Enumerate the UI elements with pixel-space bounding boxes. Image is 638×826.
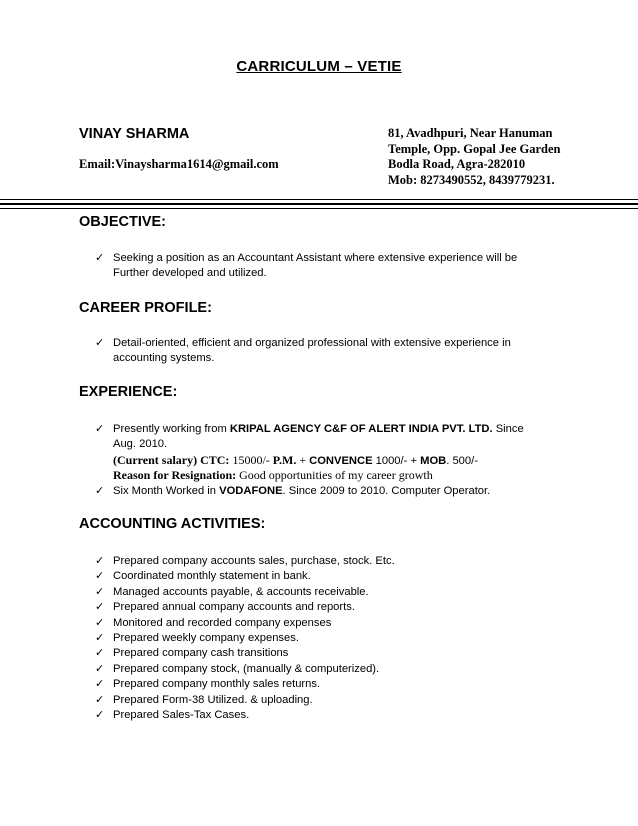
list-item-continuation: Aug. 2010. bbox=[113, 438, 168, 451]
career-profile-list bbox=[95, 336, 511, 367]
career-profile-heading: CAREER PROFILE: bbox=[79, 300, 212, 316]
checkmark-icon: ✓ bbox=[95, 555, 105, 567]
candidate-email: Email:Vinaysharma1614@gmail.com bbox=[79, 157, 279, 171]
list-item: ✓ Prepared company stock, (manually & computerized). bbox=[95, 662, 395, 677]
experience-heading: EXPERIENCE: bbox=[79, 384, 178, 400]
resignation-reason-line: Reason for Resignation: Good opportunities of my career growth bbox=[113, 468, 433, 483]
list-item: ✓ Detail-oriented, efficient and organized professional with extensive experience in bbox=[95, 336, 511, 351]
list-item: ✓ Prepared company monthly sales returns. bbox=[95, 677, 395, 692]
checkmark-icon: ✓ bbox=[95, 570, 105, 583]
list-item: ✓ Prepared weekly company expenses. bbox=[95, 631, 395, 646]
accounting-activities-list bbox=[95, 554, 395, 723]
list-item: ✓ Presently working from KRIPAL AGENCY C&F OF ALERT INDIA PVT. LTD. Since bbox=[95, 422, 524, 437]
list-item: ✓ Prepared company accounts sales, purchase, stock. Etc. bbox=[95, 554, 395, 569]
list-item: ✓ Prepared Form-38 Utilized. & uploading. bbox=[95, 693, 395, 708]
header-divider-middle bbox=[0, 203, 638, 205]
checkmark-icon: ✓ bbox=[95, 678, 105, 691]
experience-list bbox=[95, 422, 524, 499]
checkmark-icon: ✓ bbox=[95, 662, 105, 675]
company-name: KRIPAL AGENCY C&F OF ALERT INDIA PVT. LTD. bbox=[229, 423, 493, 435]
objective-list bbox=[95, 251, 517, 282]
checkmark-icon: ✓ bbox=[95, 632, 105, 645]
list-item: ✓ Monitored and recorded company expenses bbox=[95, 616, 395, 631]
checkmark-icon: ✓ bbox=[95, 616, 105, 629]
address-line: Temple, Opp. Gopal Jee Garden bbox=[388, 141, 561, 156]
checkmark-icon: ✓ bbox=[95, 585, 105, 598]
list-item: ✓ Prepared annual company accounts and reports. bbox=[95, 600, 395, 615]
document-title: CARRICULUM – VETIE bbox=[236, 58, 402, 75]
candidate-address bbox=[388, 126, 633, 188]
list-item: ✓ Seeking a position as an Accountant Assistant where extensive experience will be bbox=[95, 251, 517, 266]
list-item-continuation: Further developed and utilized. bbox=[113, 267, 267, 280]
checkmark-icon: ✓ bbox=[95, 423, 105, 435]
list-item: ✓ Prepared Sales-Tax Cases. bbox=[95, 708, 395, 723]
checkmark-icon: ✓ bbox=[95, 337, 105, 349]
salary-line: (Current salary) CTC: 15000/- P.M. + CONVENCE 1000/- + MOB. 500/- bbox=[113, 452, 478, 467]
header-divider-top bbox=[0, 199, 638, 200]
accounting-activities-heading: ACCOUNTING ACTIVITIES: bbox=[79, 516, 266, 532]
list-item: ✓ Coordinated monthly statement in bank. bbox=[95, 569, 395, 584]
checkmark-icon: ✓ bbox=[95, 484, 105, 497]
candidate-name: VINAY SHARMA bbox=[79, 126, 190, 142]
objective-heading: OBJECTIVE: bbox=[79, 214, 167, 230]
list-item: ✓ Managed accounts payable, & accounts receivable. bbox=[95, 585, 395, 600]
address-line: Mob: 8273490552, 8439779231. bbox=[388, 172, 555, 187]
checkmark-icon: ✓ bbox=[95, 647, 105, 660]
company-name: VODAFONE bbox=[219, 484, 283, 497]
address-line: 81, Avadhpuri, Near Hanuman bbox=[388, 126, 553, 140]
list-item-continuation: accounting systems. bbox=[113, 352, 215, 365]
checkmark-icon: ✓ bbox=[95, 693, 105, 706]
list-item: ✓ Prepared company cash transitions bbox=[95, 646, 395, 661]
address-line: Bodla Road, Agra-282010 bbox=[388, 157, 526, 171]
list-item: ✓ Six Month Worked in VODAFONE. Since 2009 to 2010. Computer Operator. bbox=[95, 484, 524, 499]
header-divider-bottom bbox=[0, 208, 638, 209]
checkmark-icon: ✓ bbox=[95, 252, 105, 264]
checkmark-icon: ✓ bbox=[95, 601, 105, 614]
checkmark-icon: ✓ bbox=[95, 709, 105, 722]
